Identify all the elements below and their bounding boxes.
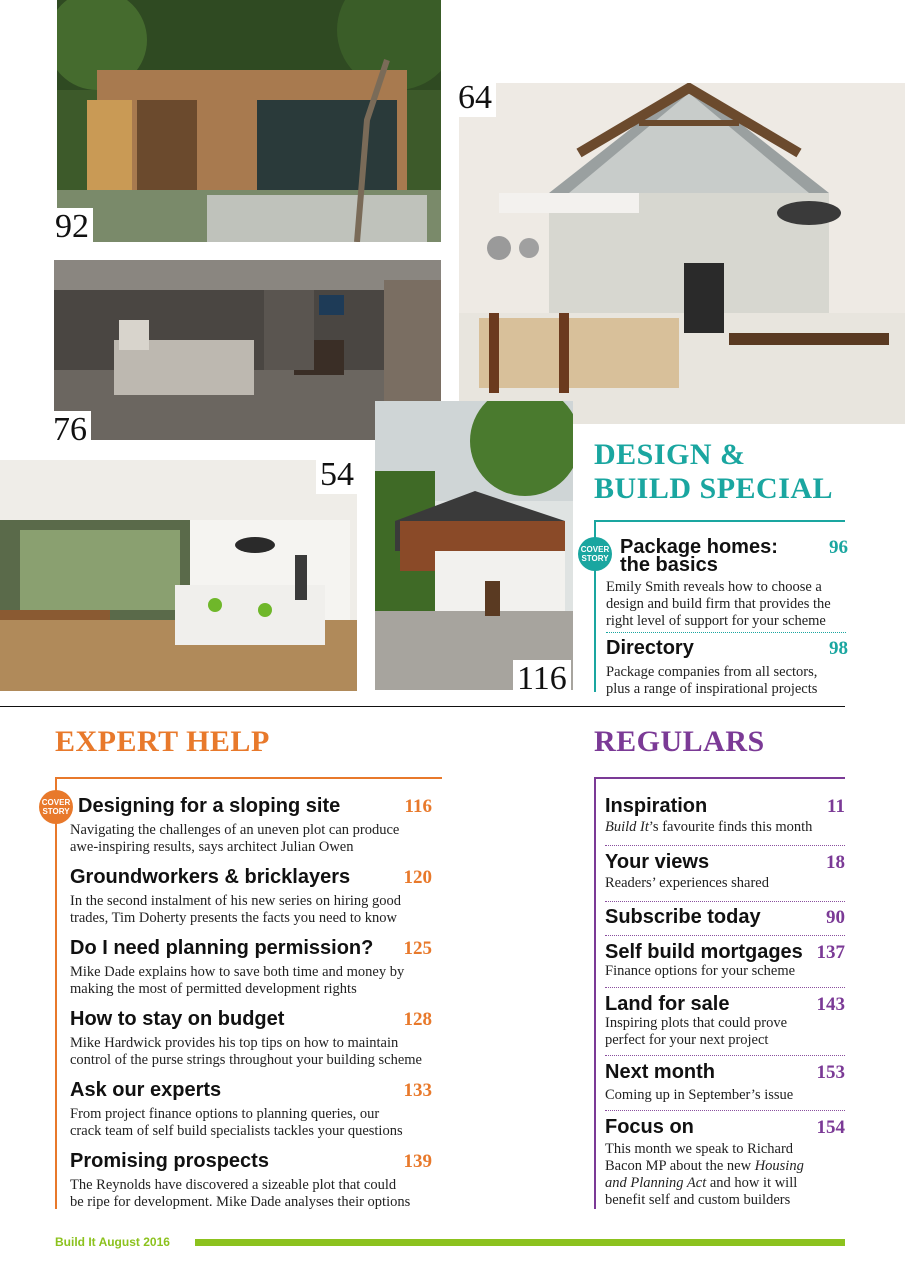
- toc-entry-directory[interactable]: [606, 638, 848, 659]
- photo-garden-office: [57, 0, 441, 242]
- section-divider: [0, 706, 845, 707]
- toc-entry-desc: Readers’ experiences shared: [605, 875, 769, 891]
- toc-entry-page: 125: [403, 938, 432, 959]
- toc-entry-next-month[interactable]: [605, 1062, 845, 1104]
- photo-page-number: 64: [454, 79, 496, 117]
- divider-dotted: [605, 1055, 845, 1056]
- divider-dotted: [605, 845, 845, 846]
- photo-page-number: 76: [49, 411, 91, 449]
- toc-entry-title: Package homes: the basics: [620, 536, 778, 576]
- design-build-frame-top: [594, 520, 845, 522]
- toc-entry-page: 154: [816, 1117, 845, 1138]
- toc-entry-page: 120: [403, 867, 432, 888]
- divider-dotted: [605, 935, 845, 936]
- toc-entry-your-views[interactable]: [605, 852, 845, 892]
- toc-entry-desc: From project finance options to planning queries, our crack team of self build specialists tackles your questions: [70, 1106, 403, 1139]
- toc-entry-promising-prospects[interactable]: [70, 1151, 432, 1172]
- toc-entry-land-for-sale[interactable]: [605, 994, 845, 1049]
- toc-entry-title: Groundworkers & bricklayers: [70, 866, 351, 888]
- expert-frame-top: [55, 777, 442, 779]
- toc-entry-desc: Emily Smith reveals how to choose a design and build firm that provides the right level of support for your scheme: [606, 579, 831, 629]
- toc-entry-desc: In the second instalment of his new series on hiring good trades, Tim Doherty presents the facts you need to know: [70, 893, 402, 926]
- toc-entry-title: Land for sale: [605, 993, 730, 1015]
- divider-dotted: [605, 987, 845, 988]
- toc-entry-title: How to stay on budget: [70, 1008, 285, 1030]
- toc-entry-groundworkers[interactable]: [70, 867, 432, 888]
- toc-entry-desc: The Reynolds have discovered a sizeable plot that could be ripe for development. Mike Dade analyses their options: [70, 1177, 411, 1210]
- toc-entry-subscribe[interactable]: [605, 907, 845, 928]
- regulars-frame-top: [594, 777, 845, 779]
- toc-entry-page: 143: [816, 994, 845, 1015]
- toc-entry-title: Directory: [606, 637, 694, 659]
- toc-entry-title: Focus on: [605, 1116, 694, 1138]
- design-build-heading: DESIGN & BUILD SPECIAL: [594, 438, 834, 505]
- toc-entry-stay-on-budget[interactable]: [70, 1009, 432, 1030]
- toc-entry-inspiration[interactable]: [605, 796, 845, 836]
- divider-dotted: [605, 901, 845, 902]
- photo-page-number: 54: [316, 456, 358, 494]
- toc-entry-focus-on[interactable]: [605, 1117, 845, 1209]
- toc-entry-title: Promising prospects: [70, 1150, 269, 1172]
- toc-entry-desc: Package companies from all sectors, plus a range of inspirational projects: [606, 664, 818, 697]
- toc-entry-page: 137: [816, 942, 845, 963]
- toc-entry-page: 139: [403, 1151, 432, 1172]
- toc-entry-ask-experts[interactable]: [70, 1080, 432, 1101]
- toc-entry-title: Ask our experts: [70, 1079, 222, 1101]
- toc-entry-title: Inspiration: [605, 795, 708, 817]
- regulars-frame-left: [594, 777, 596, 1209]
- footer-bar: [195, 1239, 845, 1246]
- photo-page-number: 116: [513, 660, 571, 698]
- photo-kitchen: [459, 83, 905, 424]
- regulars-heading: REGULARS: [594, 725, 765, 758]
- toc-entry-page: 90: [826, 907, 845, 928]
- divider-dotted: [606, 632, 846, 633]
- photo-timber-house: [375, 401, 573, 690]
- toc-entry-page: 153: [816, 1062, 845, 1083]
- expert-frame-left: [55, 777, 57, 1209]
- toc-entry-title: Designing for a sloping site: [78, 795, 341, 817]
- expert-help-heading: EXPERT HELP: [55, 725, 270, 758]
- toc-entry-title: Next month: [605, 1061, 715, 1083]
- toc-entry-page: 98: [829, 638, 848, 659]
- toc-entry-desc: This month we speak to Richard Bacon MP about the new Housing and Planning Act and how it will benefit self and custom builders: [605, 1141, 804, 1208]
- cover-story-badge: COVER STORY: [578, 537, 612, 571]
- toc-entry-page: 133: [403, 1080, 432, 1101]
- toc-entry-title: Do I need planning permission?: [70, 937, 374, 959]
- footer-issue: August 2016: [98, 1235, 170, 1249]
- toc-entry-desc: Mike Dade explains how to save both time and money by making the most of permitted development rights: [70, 964, 405, 997]
- toc-entry-sloping-site[interactable]: [78, 796, 432, 817]
- photo-open-plan: [0, 460, 357, 691]
- toc-entry-page: 18: [826, 852, 845, 873]
- toc-entry-desc: Navigating the challenges of an uneven plot can produce awe-inspiring results, says architect Julian Owen: [70, 822, 400, 855]
- toc-entry-title: Subscribe today: [605, 906, 761, 928]
- toc-entry-desc: Inspiring plots that could prove perfect for your next project: [605, 1015, 788, 1048]
- toc-entry-package-homes[interactable]: [620, 537, 848, 576]
- toc-entry-desc: Mike Hardwick provides his top tips on how to maintain control of the purse strings throughout your building scheme: [70, 1035, 422, 1068]
- toc-entry-desc: Coming up in September’s issue: [605, 1087, 794, 1103]
- toc-entry-desc: Finance options for your scheme: [605, 963, 796, 979]
- divider-dotted: [605, 1110, 845, 1111]
- toc-entry-page: 96: [829, 537, 848, 558]
- toc-entry-title: Your views: [605, 851, 710, 873]
- toc-entry-desc: Build It’s favourite finds this month: [605, 819, 813, 835]
- toc-entry-mortgages[interactable]: [605, 942, 845, 980]
- photo-page-number: 92: [51, 208, 93, 246]
- toc-entry-page: 11: [827, 796, 845, 817]
- toc-entry-page: 128: [403, 1009, 432, 1030]
- toc-entry-planning-permission[interactable]: [70, 938, 432, 959]
- toc-entry-title: Self build mortgages: [605, 941, 803, 963]
- footer-brand: Build It: [55, 1235, 96, 1249]
- footer-folio: [55, 1235, 170, 1249]
- cover-story-badge: COVER STORY: [39, 790, 73, 824]
- toc-entry-page: 116: [404, 796, 432, 817]
